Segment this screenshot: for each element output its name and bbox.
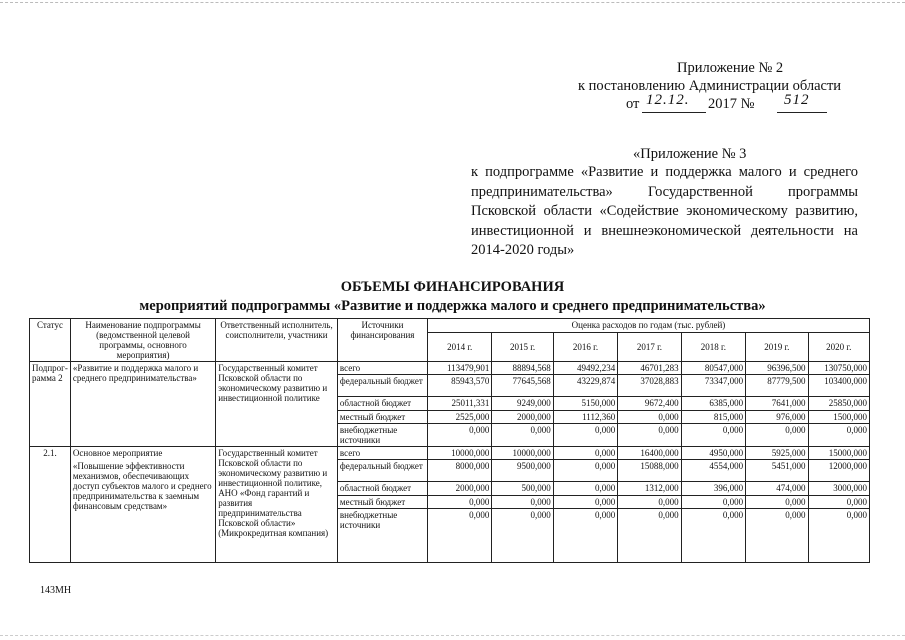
value-cell: 5451,000 — [746, 460, 808, 482]
value-cell: 5925,000 — [746, 447, 808, 460]
subprogram-reference: к подпрограмме «Развитие и поддержка малого и среднего предпринимательства» Государственной программы Псковской области «Содействие экономическому развитию, инвестиционной и внешнеэкономической деятельности на 2014-2020 годы» — [471, 164, 858, 258]
value-cell: 96396,500 — [746, 362, 808, 375]
value-cell: 16400,000 — [618, 447, 681, 460]
value-cell: 0,000 — [681, 424, 745, 447]
value-cell: 4950,000 — [681, 447, 745, 460]
value-cell: 43229,874 — [553, 375, 617, 397]
value-cell: 9500,000 — [492, 460, 553, 482]
source-cell: всего — [337, 362, 427, 375]
value-cell: 0,000 — [553, 447, 617, 460]
value-cell: 0,000 — [618, 424, 681, 447]
source-cell: областной бюджет — [337, 482, 427, 496]
value-cell: 49492,234 — [553, 362, 617, 375]
header-year: 2014 г. — [427, 332, 491, 361]
source-cell: федеральный бюджет — [337, 375, 427, 397]
appendix-number: Приложение № 2 — [677, 60, 784, 76]
year-number-label: 2017 № — [708, 96, 755, 112]
header-year: 2017 г. — [618, 332, 681, 361]
value-cell: 113479,901 — [427, 362, 491, 375]
value-cell: 85943,570 — [427, 375, 491, 397]
value-cell: 0,000 — [746, 496, 808, 509]
source-cell: местный бюджет — [337, 411, 427, 424]
status-cell: 2.1. — [30, 447, 71, 563]
value-cell: 0,000 — [681, 496, 745, 509]
value-cell: 9672,400 — [618, 397, 681, 411]
value-cell: 46701,283 — [618, 362, 681, 375]
value-cell: 500,000 — [492, 482, 553, 496]
value-cell: 9249,000 — [492, 397, 553, 411]
header-year: 2020 г. — [808, 332, 869, 361]
value-cell: 0,000 — [492, 509, 553, 563]
executor-cell: Государственный комитет Псковской области по экономическому развитию и инвестиционной политике — [216, 362, 338, 447]
header-status: Статус — [30, 319, 71, 362]
value-cell: 15000,000 — [808, 447, 869, 460]
header-year: 2016 г. — [553, 332, 617, 361]
handwritten-date: 12.12. — [646, 92, 690, 108]
source-cell: областной бюджет — [337, 397, 427, 411]
value-cell: 25011,331 — [427, 397, 491, 411]
value-cell: 0,000 — [808, 509, 869, 563]
source-cell: внебюджетные источники — [337, 509, 427, 563]
source-cell: федеральный бюджет — [337, 460, 427, 482]
value-cell: 0,000 — [618, 411, 681, 424]
value-cell: 80547,000 — [681, 362, 745, 375]
value-cell: 103400,000 — [808, 375, 869, 397]
value-cell: 10000,000 — [492, 447, 553, 460]
value-cell: 2000,000 — [427, 482, 491, 496]
value-cell: 130750,000 — [808, 362, 869, 375]
financing-table — [29, 318, 870, 563]
value-cell: 0,000 — [618, 496, 681, 509]
value-cell: 5150,000 — [553, 397, 617, 411]
value-cell: 88894,568 — [492, 362, 553, 375]
name-cell — [70, 447, 215, 563]
value-cell: 2000,000 — [492, 411, 553, 424]
value-cell: 815,000 — [681, 411, 745, 424]
source-cell: всего — [337, 447, 427, 460]
value-cell: 0,000 — [553, 482, 617, 496]
value-cell: 0,000 — [746, 509, 808, 563]
value-cell: 6385,000 — [681, 397, 745, 411]
value-cell: 0,000 — [492, 424, 553, 447]
source-cell: местный бюджет — [337, 496, 427, 509]
source-cell: внебюджетные источники — [337, 424, 427, 447]
document-subtitle: мероприятий подпрограммы «Развитие и поддержка малого и среднего предпринимательства» — [139, 298, 766, 314]
table-row — [30, 447, 870, 460]
value-cell: 77645,568 — [492, 375, 553, 397]
value-cell: 10000,000 — [427, 447, 491, 460]
value-cell: 396,000 — [681, 482, 745, 496]
value-cell: 0,000 — [618, 509, 681, 563]
value-cell: 3000,000 — [808, 482, 869, 496]
value-cell: 0,000 — [492, 496, 553, 509]
name-cell: «Развитие и поддержка малого и среднего предпринимательства» — [70, 362, 215, 447]
header-year: 2019 г. — [746, 332, 808, 361]
value-cell: 1500,000 — [808, 411, 869, 424]
header-year: 2018 г. — [681, 332, 745, 361]
header-source: Источники финансирования — [337, 319, 427, 362]
value-cell: 8000,000 — [427, 460, 491, 482]
value-cell: 2525,000 — [427, 411, 491, 424]
value-cell: 1312,000 — [618, 482, 681, 496]
value-cell: 4554,000 — [681, 460, 745, 482]
document-code: 143МН — [40, 585, 72, 596]
executor-cell: Государственный комитет Псковской области по экономическому развитию и инвестиционной политике, АНО «Фонд гарантий и развития предпринимательства Псковской области» (Микрокредитная компания) — [216, 447, 338, 563]
value-cell: 12000,000 — [808, 460, 869, 482]
table-row — [30, 362, 870, 375]
date-underline — [642, 112, 706, 113]
value-cell: 0,000 — [808, 496, 869, 509]
value-cell: 0,000 — [553, 424, 617, 447]
status-cell: Подпрог-рамма 2 — [30, 362, 71, 447]
header-estimate: Оценка расходов по годам (тыс. рублей) — [427, 319, 869, 333]
value-cell: 73347,000 — [681, 375, 745, 397]
number-underline — [777, 112, 827, 113]
value-cell: 0,000 — [808, 424, 869, 447]
appendix3-title: «Приложение № 3 — [633, 146, 747, 162]
value-cell: 0,000 — [427, 509, 491, 563]
value-cell: 0,000 — [681, 509, 745, 563]
date-prefix: от — [626, 96, 640, 112]
top-scan-border — [0, 2, 905, 3]
value-cell: 0,000 — [746, 424, 808, 447]
name-title: Основное мероприятие — [72, 448, 163, 458]
name-text: «Повышение эффективности механизмов, обеспечивающих доступ субъектов малого и среднего предпринимательства к заемным финансовым средствам» — [72, 461, 212, 511]
value-cell: 1112,360 — [553, 411, 617, 424]
header-name: Наименование подпрограммы (ведомственной целевой программы, основного мероприятия) — [70, 319, 215, 362]
value-cell: 0,000 — [553, 460, 617, 482]
value-cell: 0,000 — [553, 509, 617, 563]
resolution-reference: к постановлению Администрации области — [578, 78, 842, 94]
value-cell: 0,000 — [427, 424, 491, 447]
document-title: ОБЪЕМЫ ФИНАНСИРОВАНИЯ — [340, 279, 565, 295]
handwritten-number: 512 — [784, 92, 810, 108]
value-cell: 7641,000 — [746, 397, 808, 411]
value-cell: 25850,000 — [808, 397, 869, 411]
value-cell: 0,000 — [553, 496, 617, 509]
bottom-scan-border — [0, 635, 905, 636]
value-cell: 37028,883 — [618, 375, 681, 397]
header-year: 2015 г. — [492, 332, 553, 361]
value-cell: 0,000 — [427, 496, 491, 509]
value-cell: 87779,500 — [746, 375, 808, 397]
value-cell: 15088,000 — [618, 460, 681, 482]
value-cell: 976,000 — [746, 411, 808, 424]
value-cell: 474,000 — [746, 482, 808, 496]
header-executor: Ответственный исполнитель, соисполнители, участники — [216, 319, 338, 362]
